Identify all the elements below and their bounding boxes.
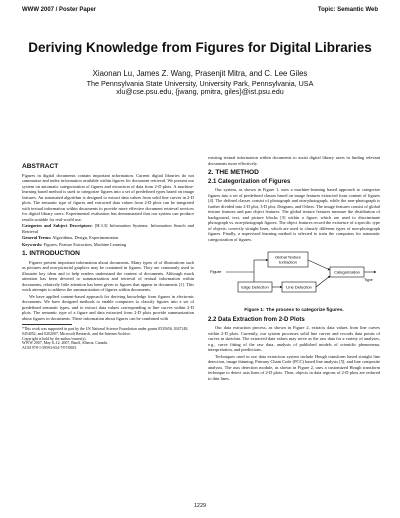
page-number: 1229 — [193, 503, 207, 509]
footnote-rule — [22, 324, 72, 325]
footnote-copyright: Copyright is held by the author/owner(s). — [22, 336, 87, 341]
general-terms-label: General Terms: — [22, 235, 52, 240]
intro-continuation: existing textual information within documents to assist digital library users in finding relevant documents more effectively. — [208, 155, 380, 166]
affiliation: The Pennsylvania State University, University Park, Pennsylvania, USA — [86, 78, 314, 88]
paper-title: Deriving Knowledge from Figures for Digital Libraries — [28, 40, 372, 55]
intro-heading: 1. INTRODUCTION — [22, 250, 80, 257]
method-heading: 2. THE METHOD — [208, 169, 259, 176]
intro-paragraph-2: We have applied content-based approach for deriving knowledge from figures in electronic documents. We have designed methods to enable computers to classify figures into a set of predefined semantic types, and to extract data values corresponding to line curves within 2-D plots. The semantic type of a figure and data extracted from 2-D plots provide summarization about figures in documents. These information about figures can be combined with — [22, 293, 194, 321]
keywords-line — [22, 242, 194, 248]
general-terms-line — [22, 235, 194, 241]
data-extraction-paragraph-1: Our data extraction process, as shown in Figure 2, extracts data values from line curves within 2-D plots. Currently, our system processes solid line curves and records data points of curves in sketches. The extracted data values may serve as the raw data for a variety of analyses, e.g., curve fitting of the raw data, analysis of published models of scientific phenomena, interpretation, and predictions. — [208, 325, 380, 352]
subsection-2-2-heading: 2.2 Data Extraction from 2-D Plots — [208, 316, 305, 323]
figure-input-label: Figure — [210, 269, 222, 274]
categorization-paragraph: Our system, as shown in Figure 1, uses a machine-learning based approach to categorize figures into a set of predefined classes based on image features extracted from content of figures [4]. The defined classes consist of photograph and non-photograph, while the non-photograph is further divided into 2-D plot, 3-D plot, Diagram, and Others. The image features consist of global texture features and part object features. The global texture features measure the distribution of background, text, and picture blocks [3] within a figure, which are used to discriminate photograph vs. non-photograph figures. The object features record the existence of a specific type of objects: correctly straight lines, which are used to classify different types of non-photograph figures. Finally, a supervised learning method is selected to train the computers for automatic categorization of figures. — [208, 187, 380, 242]
footnote-conference: WWW 2007, May 8–12, 2007, Banff, Alberta, Canada. — [22, 341, 108, 346]
extraction-label: Extraction — [279, 259, 297, 265]
categorization-label: Categorization — [334, 269, 360, 275]
footnote — [22, 327, 194, 351]
categories-line — [22, 223, 194, 234]
edge-detection-label: Edge Detection — [241, 284, 269, 290]
subsection-2-1-heading: 2.1 Categorization of Figures — [208, 178, 291, 185]
process-diagram — [208, 246, 380, 306]
author-block — [0, 70, 400, 97]
intro-paragraph-1: Figures present important information about documents. Many types of of illustrations such as pictures and non-pictorial graphics may be contained in figures. They are commonly used to illustrate key ideas and to help readers understand the content of documents. Although much attention has been devoted to summarization and retrieval of textual information within documents, relatively little attention has been given to figures that appear in documents [1]. This work attempts to address the summarization of figures within documents. — [22, 259, 194, 292]
type-output-label: Type — [364, 277, 373, 282]
left-column — [22, 160, 194, 351]
author-emails: xlu@cse.psu.edu, {jwang, pmitra, giles}@ist.psu.edu — [116, 87, 284, 97]
abstract-heading: ABSTRACT — [22, 163, 59, 170]
footnote-acm: ACM 978-1-59593-654-7/07/0005. — [22, 346, 78, 351]
abstract-body: Figures in digital documents contain important information. Current digital libraries do not summarize and index information available within figures for document retrieval. We present our system on automatic categorization of figures and extraction of data from 2-D plots. A machine-learning based method is used to categorize figures into a set of predefined types based on image features. An automated algorithm is designed to extract data values from solid line curves in 2-D plots. The semantic type of figures and extracted data values from 2-D plots can be integrated with textual information within documents to provide more effective document retrieval services for digital library users. Experimental evaluation has demonstrated that our system can produce results suitable for real-world use. — [22, 172, 194, 222]
footnote-funding: *This work was supported in part by the US National Science Foundation under grants 0535656, 0347148, 0454052, and 0202007, Microsoft Research, and the Internet Archive. — [22, 327, 189, 336]
running-header-right: Topic: Semantic Web — [317, 7, 378, 13]
keywords-text: Figures, Feature Extraction, Machine Learning — [43, 241, 127, 247]
right-column — [208, 155, 380, 382]
categories-label: Categories and Subject Descriptors: — [22, 223, 93, 228]
author-names: Xiaonan Lu, James Z. Wang, Prasenjit Mitra, and C. Lee Giles — [92, 69, 308, 78]
global-texture-label: Global Texture — [275, 254, 301, 260]
data-extraction-paragraph-2: Techniques used in our data extraction system include Hough transform based straight line detection, image thinning, Primary Chain Code (PCC) based line analysis [5], and line composite analysis. The axis detection module, as shown in Figure 2, uses a customized Hough transform technique to detect axis lines of 2-D plots. Then, objects in data regions of 2-D plots are reduced to thin lines. — [208, 353, 380, 381]
keywords-label: Keywords: — [22, 241, 43, 247]
general-terms-text: Algorithms, Design, Experimentation — [52, 235, 119, 240]
line-detection-label: Line Detection — [286, 284, 312, 290]
running-header-left: WWW 2007 / Poster Paper — [22, 7, 97, 13]
figure-1-caption: Figure 1: The process to categorize figures. — [244, 308, 344, 313]
categories-text: [H.3.3] Information Systems: Information Search and Retrieval — [22, 223, 194, 234]
figure-1-diagram — [208, 246, 380, 306]
